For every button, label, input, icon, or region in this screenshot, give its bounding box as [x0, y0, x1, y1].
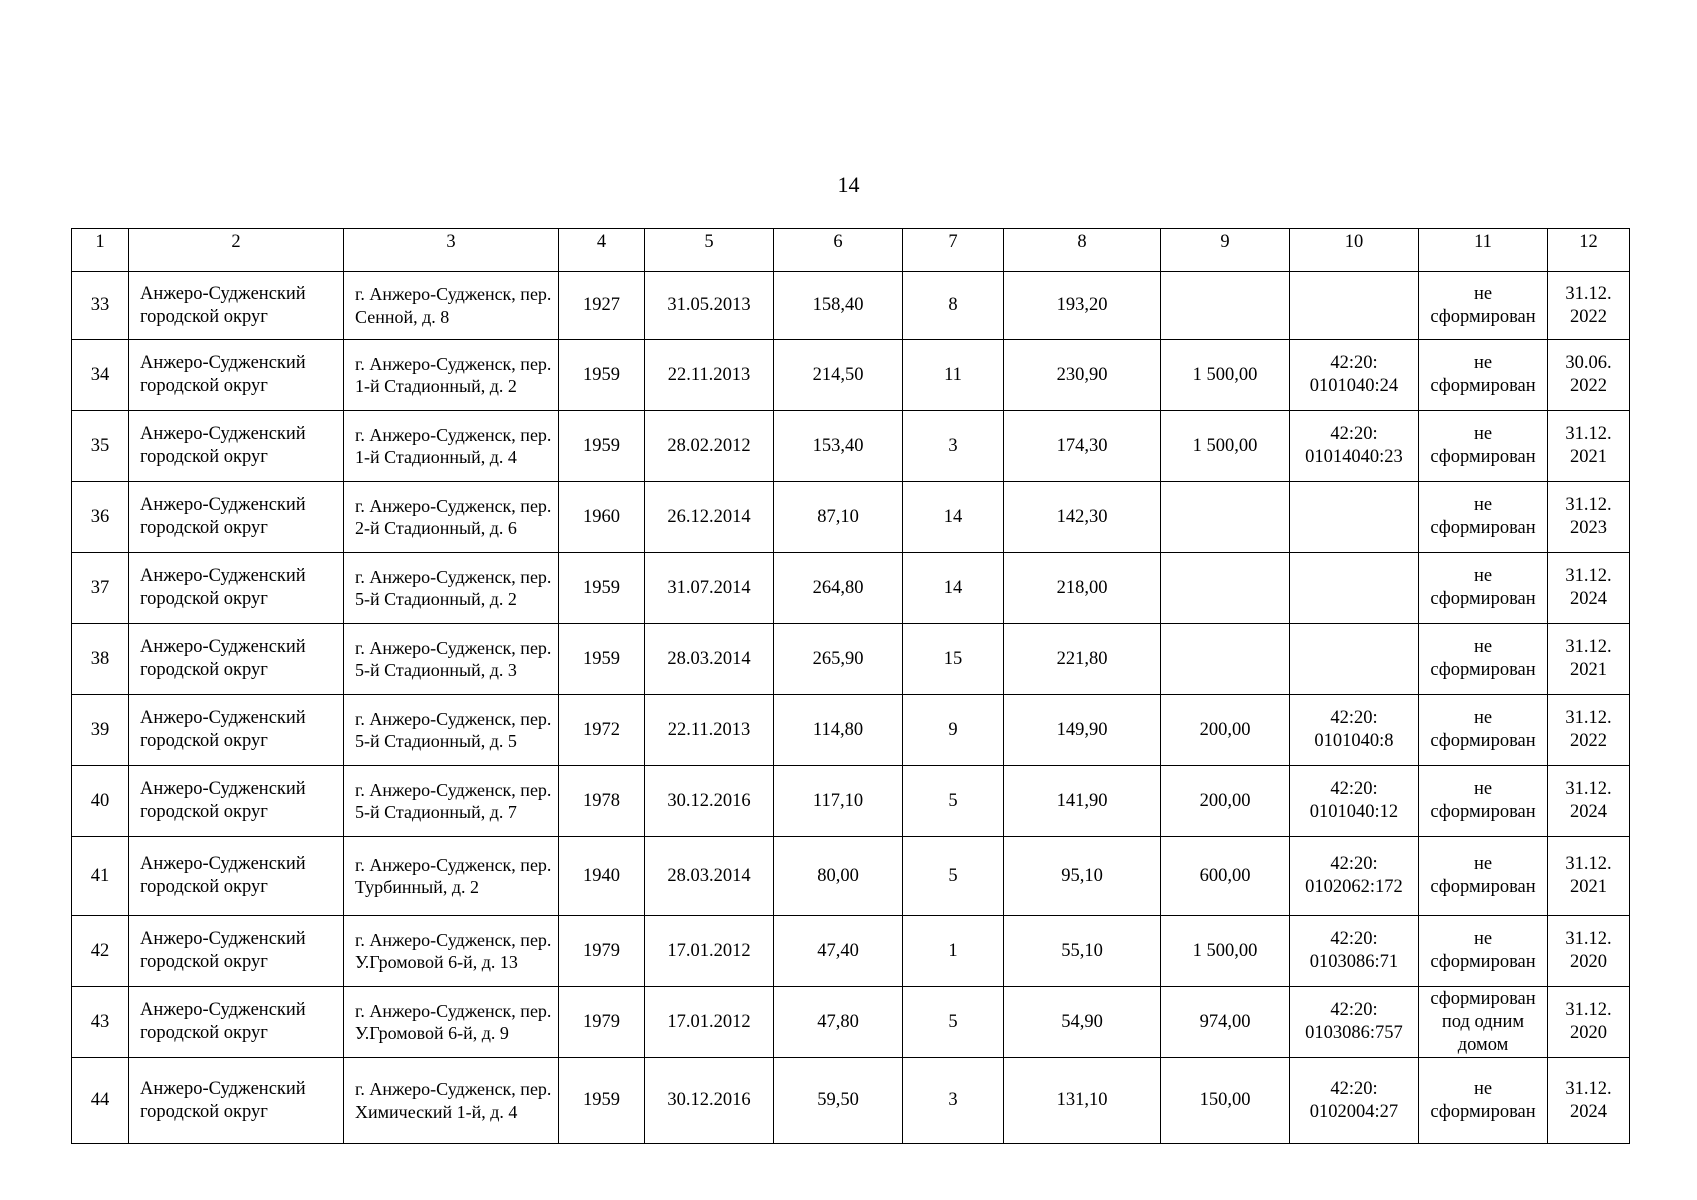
table-cell: 30.12.2016	[645, 1058, 774, 1144]
table-cell: 1978	[559, 766, 645, 837]
row-number: 37	[72, 553, 129, 624]
table-cell: 22.11.2013	[645, 340, 774, 411]
table-cell: 54,90	[1004, 987, 1161, 1058]
table-cell: 1979	[559, 987, 645, 1058]
table-cell	[1161, 482, 1290, 553]
table-cell: 218,00	[1004, 553, 1161, 624]
row-number: 43	[72, 987, 129, 1058]
table-cell: 15	[903, 624, 1004, 695]
table-row	[72, 766, 1630, 837]
land-status-cell: сформирован под одним домом	[1419, 987, 1548, 1058]
table-cell: 47,80	[774, 987, 903, 1058]
cadastral-cell: 42:20: 0101040:24	[1290, 340, 1419, 411]
deadline-cell: 31.12. 2024	[1548, 1058, 1630, 1144]
address-cell: г. Анжеро-Судженск, пер. 2-й Стадионный, д. 6	[344, 482, 559, 553]
table-cell: 1959	[559, 624, 645, 695]
cadastral-cell: 42:20: 01014040:23	[1290, 411, 1419, 482]
table-row	[72, 916, 1630, 987]
row-number: 40	[72, 766, 129, 837]
table-cell: 117,10	[774, 766, 903, 837]
address-cell: г. Анжеро-Судженск, пер. У.Громовой 6-й, д. 9	[344, 987, 559, 1058]
deadline-cell: 31.12. 2022	[1548, 695, 1630, 766]
table-cell: 230,90	[1004, 340, 1161, 411]
table-cell: 31.07.2014	[645, 553, 774, 624]
address-cell: г. Анжеро-Судженск, пер. Химический 1-й, д. 4	[344, 1058, 559, 1144]
column-header: 6	[774, 229, 903, 272]
land-status-cell: не сформирован	[1419, 340, 1548, 411]
table-cell: 1959	[559, 340, 645, 411]
table-cell: 11	[903, 340, 1004, 411]
table-cell: 1959	[559, 553, 645, 624]
table-cell: 1 500,00	[1161, 916, 1290, 987]
table-cell: 59,50	[774, 1058, 903, 1144]
table-row	[72, 987, 1630, 1058]
table-cell: 17.01.2012	[645, 916, 774, 987]
address-cell: г. Анжеро-Судженск, пер. 5-й Стадионный, д. 3	[344, 624, 559, 695]
municipality-cell: Анжеро-Судженский городской округ	[129, 766, 344, 837]
table-cell: 131,10	[1004, 1058, 1161, 1144]
table-row	[72, 624, 1630, 695]
table-cell: 47,40	[774, 916, 903, 987]
municipality-cell: Анжеро-Судженский городской округ	[129, 1058, 344, 1144]
land-status-cell: не сформирован	[1419, 411, 1548, 482]
address-cell: г. Анжеро-Судженск, пер. 5-й Стадионный, д. 5	[344, 695, 559, 766]
table-cell: 600,00	[1161, 837, 1290, 916]
address-cell: г. Анжеро-Судженск, пер. Турбинный, д. 2	[344, 837, 559, 916]
cadastral-cell: 42:20: 0102004:27	[1290, 1058, 1419, 1144]
address-cell: г. Анжеро-Судженск, пер. 5-й Стадионный, д. 7	[344, 766, 559, 837]
table-row	[72, 482, 1630, 553]
table-cell: 1979	[559, 916, 645, 987]
table-cell: 200,00	[1161, 766, 1290, 837]
table-row	[72, 695, 1630, 766]
municipality-cell: Анжеро-Судженский городской округ	[129, 624, 344, 695]
table-row	[72, 411, 1630, 482]
land-status-cell: не сформирован	[1419, 624, 1548, 695]
table-cell: 31.05.2013	[645, 272, 774, 340]
table-cell: 9	[903, 695, 1004, 766]
table-cell	[1161, 553, 1290, 624]
table-cell: 22.11.2013	[645, 695, 774, 766]
table-cell: 149,90	[1004, 695, 1161, 766]
table-cell: 1972	[559, 695, 645, 766]
housing-registry-table	[71, 228, 1630, 1144]
table-cell: 1 500,00	[1161, 340, 1290, 411]
deadline-cell: 31.12. 2024	[1548, 766, 1630, 837]
table-cell: 974,00	[1161, 987, 1290, 1058]
deadline-cell: 31.12. 2021	[1548, 411, 1630, 482]
header-row	[72, 229, 1630, 272]
cadastral-cell: 42:20: 0102062:172	[1290, 837, 1419, 916]
table-row	[72, 837, 1630, 916]
land-status-cell: не сформирован	[1419, 553, 1548, 624]
table-cell: 5	[903, 987, 1004, 1058]
table-cell	[1161, 272, 1290, 340]
table-cell: 1960	[559, 482, 645, 553]
row-number: 42	[72, 916, 129, 987]
row-number: 44	[72, 1058, 129, 1144]
table-cell: 55,10	[1004, 916, 1161, 987]
land-status-cell: не сформирован	[1419, 916, 1548, 987]
row-number: 35	[72, 411, 129, 482]
address-cell: г. Анжеро-Судженск, пер. 1-й Стадионный, д. 4	[344, 411, 559, 482]
deadline-cell: 31.12. 2022	[1548, 272, 1630, 340]
column-header: 2	[129, 229, 344, 272]
column-header: 12	[1548, 229, 1630, 272]
cadastral-cell: 42:20: 0103086:71	[1290, 916, 1419, 987]
table-cell: 5	[903, 766, 1004, 837]
municipality-cell: Анжеро-Судженский городской округ	[129, 553, 344, 624]
table-cell: 30.12.2016	[645, 766, 774, 837]
column-header: 10	[1290, 229, 1419, 272]
column-header: 1	[72, 229, 129, 272]
table-cell: 141,90	[1004, 766, 1161, 837]
municipality-cell: Анжеро-Судженский городской округ	[129, 340, 344, 411]
table-cell: 174,30	[1004, 411, 1161, 482]
municipality-cell: Анжеро-Судженский городской округ	[129, 411, 344, 482]
column-header: 4	[559, 229, 645, 272]
table-row	[72, 340, 1630, 411]
table-cell: 28.02.2012	[645, 411, 774, 482]
table-cell: 14	[903, 482, 1004, 553]
row-number: 41	[72, 837, 129, 916]
deadline-cell: 31.12. 2020	[1548, 987, 1630, 1058]
row-number: 34	[72, 340, 129, 411]
land-status-cell: не сформирован	[1419, 695, 1548, 766]
table-row	[72, 272, 1630, 340]
table-cell: 1959	[559, 1058, 645, 1144]
table-cell: 1	[903, 916, 1004, 987]
table-cell	[1161, 624, 1290, 695]
municipality-cell: Анжеро-Судженский городской округ	[129, 916, 344, 987]
row-number: 33	[72, 272, 129, 340]
address-cell: г. Анжеро-Судженск, пер. 5-й Стадионный, д. 2	[344, 553, 559, 624]
table-cell: 1959	[559, 411, 645, 482]
table-cell: 1 500,00	[1161, 411, 1290, 482]
table-cell: 14	[903, 553, 1004, 624]
cadastral-cell: 42:20: 0101040:8	[1290, 695, 1419, 766]
land-status-cell: не сформирован	[1419, 272, 1548, 340]
row-number: 36	[72, 482, 129, 553]
cadastral-cell	[1290, 624, 1419, 695]
column-header: 11	[1419, 229, 1548, 272]
table-cell: 17.01.2012	[645, 987, 774, 1058]
deadline-cell: 30.06. 2022	[1548, 340, 1630, 411]
table-cell: 153,40	[774, 411, 903, 482]
table-cell: 264,80	[774, 553, 903, 624]
address-cell: г. Анжеро-Судженск, пер. 1-й Стадионный, д. 2	[344, 340, 559, 411]
table-cell: 80,00	[774, 837, 903, 916]
table-cell: 158,40	[774, 272, 903, 340]
table-cell: 3	[903, 1058, 1004, 1144]
deadline-cell: 31.12. 2021	[1548, 837, 1630, 916]
municipality-cell: Анжеро-Судженский городской округ	[129, 695, 344, 766]
column-header: 7	[903, 229, 1004, 272]
table-row	[72, 1058, 1630, 1144]
table-cell: 142,30	[1004, 482, 1161, 553]
table-cell: 5	[903, 837, 1004, 916]
table-cell: 200,00	[1161, 695, 1290, 766]
municipality-cell: Анжеро-Судженский городской округ	[129, 837, 344, 916]
column-header: 3	[344, 229, 559, 272]
municipality-cell: Анжеро-Судженский городской округ	[129, 272, 344, 340]
municipality-cell: Анжеро-Судженский городской округ	[129, 482, 344, 553]
cadastral-cell	[1290, 553, 1419, 624]
municipality-cell: Анжеро-Судженский городской округ	[129, 987, 344, 1058]
cadastral-cell: 42:20: 0103086:757	[1290, 987, 1419, 1058]
row-number: 38	[72, 624, 129, 695]
table-cell: 1940	[559, 837, 645, 916]
column-header: 5	[645, 229, 774, 272]
page-number: 14	[837, 172, 860, 197]
column-header: 9	[1161, 229, 1290, 272]
table-row	[72, 553, 1630, 624]
table-cell: 3	[903, 411, 1004, 482]
cadastral-cell	[1290, 272, 1419, 340]
address-cell: г. Анжеро-Судженск, пер. У.Громовой 6-й, д. 13	[344, 916, 559, 987]
table-cell: 265,90	[774, 624, 903, 695]
cadastral-cell	[1290, 482, 1419, 553]
deadline-cell: 31.12. 2023	[1548, 482, 1630, 553]
land-status-cell: не сформирован	[1419, 766, 1548, 837]
land-status-cell: не сформирован	[1419, 837, 1548, 916]
table-cell: 95,10	[1004, 837, 1161, 916]
table-cell: 28.03.2014	[645, 837, 774, 916]
table-cell: 26.12.2014	[645, 482, 774, 553]
deadline-cell: 31.12. 2020	[1548, 916, 1630, 987]
table-cell: 114,80	[774, 695, 903, 766]
table-cell: 214,50	[774, 340, 903, 411]
table-cell: 1927	[559, 272, 645, 340]
row-number: 39	[72, 695, 129, 766]
deadline-cell: 31.12. 2021	[1548, 624, 1630, 695]
land-status-cell: не сформирован	[1419, 482, 1548, 553]
column-header: 8	[1004, 229, 1161, 272]
table-cell: 8	[903, 272, 1004, 340]
deadline-cell: 31.12. 2024	[1548, 553, 1630, 624]
table-cell: 150,00	[1161, 1058, 1290, 1144]
land-status-cell: не сформирован	[1419, 1058, 1548, 1144]
table-cell: 87,10	[774, 482, 903, 553]
address-cell: г. Анжеро-Судженск, пер. Сенной, д. 8	[344, 272, 559, 340]
table-cell: 193,20	[1004, 272, 1161, 340]
cadastral-cell: 42:20: 0101040:12	[1290, 766, 1419, 837]
table-cell: 28.03.2014	[645, 624, 774, 695]
table-cell: 221,80	[1004, 624, 1161, 695]
